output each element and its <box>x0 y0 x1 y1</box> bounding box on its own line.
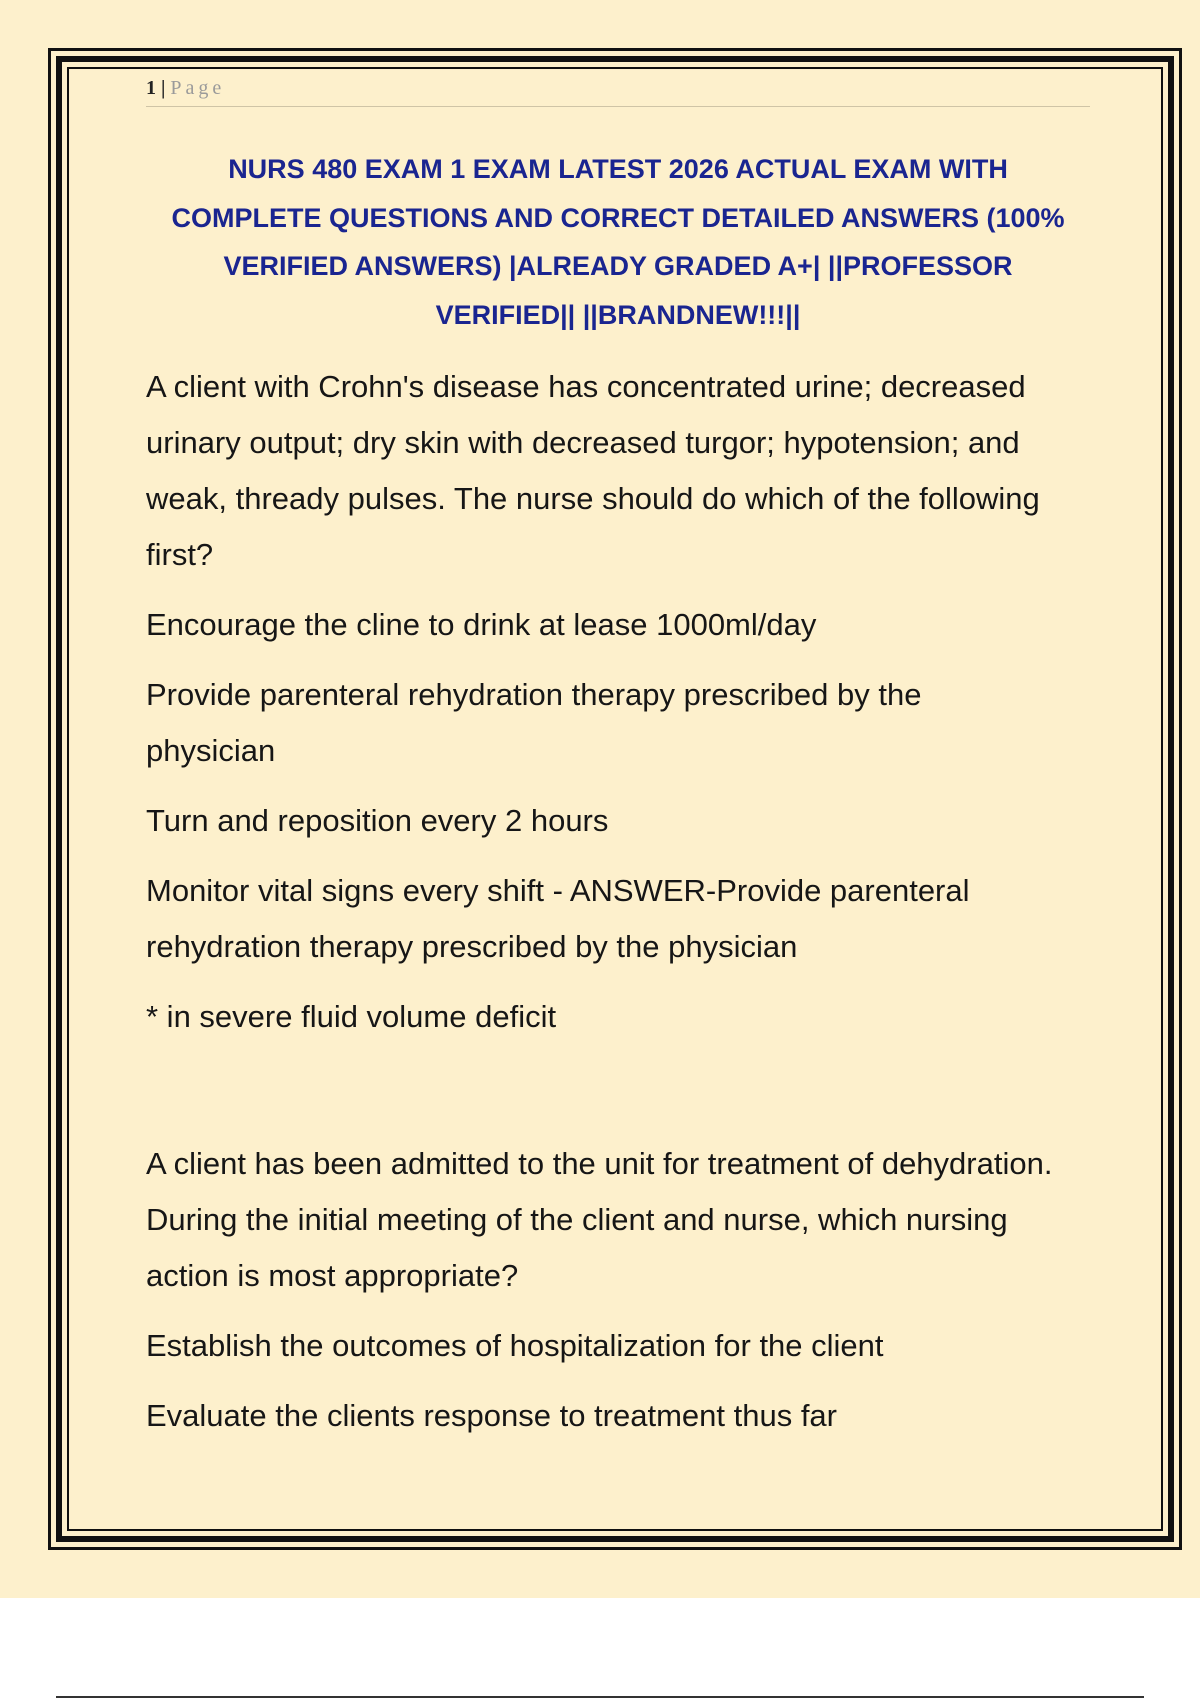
question-2-option-b <box>146 1388 1090 1444</box>
question-1-rationale <box>146 989 1090 1045</box>
page-content <box>146 74 1090 1444</box>
correct-option-line: physician <box>146 733 276 768</box>
question-1-stem-line: urinary output; dry skin with decreased turgor; hypotension; and <box>146 425 1020 460</box>
question-1-stem <box>146 359 1090 583</box>
question-2-stem-line: action is most appropriate? <box>146 1258 519 1293</box>
option-answer-line: rehydration therapy prescribed by the physician <box>146 929 798 964</box>
option-text: Encourage the cline to drink at lease 1000ml/day <box>146 607 817 642</box>
rationale-text: * in severe fluid volume deficit <box>146 999 557 1034</box>
question-1-option-a <box>146 597 1090 653</box>
option-text: Establish the outcomes of hospitalization for the client <box>146 1328 884 1363</box>
question-1-option-b-correct <box>146 667 1090 779</box>
option-text: Evaluate the clients response to treatment thus far <box>146 1398 837 1433</box>
question-1-stem-line: first? <box>146 537 214 572</box>
title-line: VERIFIED|| ||BRANDNEW!!!|| <box>435 299 801 330</box>
option-answer-line: Monitor vital signs every shift - ANSWER-Provide parenteral <box>146 873 970 908</box>
page-separator: | <box>161 77 166 99</box>
title-line: COMPLETE QUESTIONS AND CORRECT DETAILED ANSWERS (100% <box>171 202 1065 233</box>
document-title <box>146 145 1090 339</box>
question-1-option-d-answer <box>146 863 1090 975</box>
question-1-stem-line: weak, thready pulses. The nurse should do which of the following <box>146 481 1040 516</box>
question-1-stem-line: A client with Crohn's disease has concentrated urine; decreased <box>146 369 1026 404</box>
question-2-option-a <box>146 1318 1090 1374</box>
title-line: VERIFIED ANSWERS) |ALREADY GRADED A+| ||PROFESSOR <box>223 251 1013 281</box>
page-header <box>146 74 1090 107</box>
question-1-option-c <box>146 793 1090 849</box>
next-page-divider <box>56 1696 1144 1698</box>
question-2-stem <box>146 1136 1090 1304</box>
option-text: Turn and reposition every 2 hours <box>146 803 609 838</box>
page-label: Page <box>170 77 226 99</box>
question-2-stem-line: A client has been admitted to the unit for treatment of dehydration. <box>146 1146 1053 1181</box>
page-number: 1 <box>146 77 156 99</box>
title-line: NURS 480 EXAM 1 EXAM LATEST 2026 ACTUAL EXAM WITH <box>228 154 1008 184</box>
correct-option-line: Provide parenteral rehydration therapy prescribed by the <box>146 677 922 712</box>
question-2-stem-line: During the initial meeting of the client and nurse, which nursing <box>146 1202 1008 1237</box>
